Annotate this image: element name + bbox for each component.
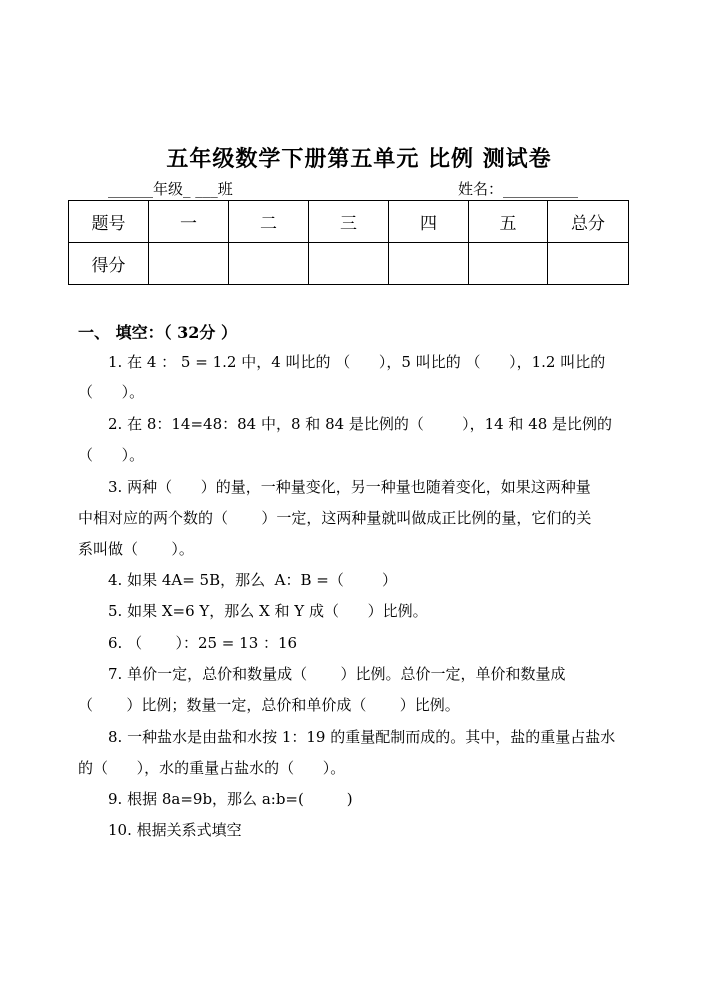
question-line: 9. 根据 8a=9b，那么 a:b=( ) bbox=[108, 790, 353, 808]
question-line: 5. 如果 X=6 Y，那么 X 和 Y 成（ ）比例。 bbox=[108, 602, 428, 620]
table-row bbox=[69, 201, 629, 243]
score-input-cell[interactable] bbox=[389, 243, 469, 285]
table-row bbox=[69, 243, 629, 285]
question-line: 4. 如果 4A= 5B，那么 A：B =（ ） bbox=[108, 571, 397, 589]
page-title: 五年级数学下册第五单元 比例 测试卷 bbox=[166, 146, 552, 172]
question-line: 1. 在 4 ： 5 = 1.2 中，4 叫比的 （ ），5 叫比的 （ ），1.2 叫比的 bbox=[108, 353, 606, 371]
score-input-cell[interactable] bbox=[149, 243, 229, 285]
question-line: 中相对应的两个数的（ ）一定，这两种量就叫做成正比例的量，它们的关 bbox=[78, 509, 592, 527]
name-line: 姓名：__________ bbox=[458, 180, 579, 198]
question-line: 系叫做（ ）。 bbox=[78, 540, 194, 558]
question-line: 的（ ），水的重量占盐水的（ ）。 bbox=[78, 759, 346, 777]
table-cell: 四 bbox=[389, 201, 469, 243]
question-line: 2. 在 8：14=48：84 中，8 和 84 是比例的（ ），14 和 48 是比例的 bbox=[108, 415, 613, 433]
table-cell: 总分 bbox=[548, 201, 629, 243]
section-title: 一、 填空：（ 32分 ） bbox=[78, 323, 237, 342]
grade-class-line: ______年级_ ___班 bbox=[108, 180, 233, 198]
score-input-cell[interactable] bbox=[469, 243, 548, 285]
question-line: （ ）。 bbox=[78, 383, 145, 401]
question-line: 10. 根据关系式填空 bbox=[108, 821, 242, 839]
score-input-cell[interactable] bbox=[309, 243, 389, 285]
question-line: 7. 单价一定，总价和数量成（ ）比例。总价一定，单价和数量成 bbox=[108, 665, 566, 683]
score-input-cell[interactable] bbox=[229, 243, 309, 285]
score-table bbox=[68, 200, 629, 285]
score-input-cell[interactable] bbox=[548, 243, 629, 285]
table-cell: 三 bbox=[309, 201, 389, 243]
question-line: （ ）比例；数量一定，总价和单价成（ ）比例。 bbox=[78, 696, 460, 714]
question-line: （ ）。 bbox=[78, 446, 145, 464]
table-cell: 题号 bbox=[69, 201, 149, 243]
question-line: 3. 两种（ ）的量，一种量变化，另一种量也随着变化，如果这两种量 bbox=[108, 478, 591, 496]
table-cell: 得分 bbox=[69, 243, 149, 285]
question-line: 8. 一种盐水是由盐和水按 1：19 的重量配制而成的。其中，盐的重量占盐水 bbox=[108, 728, 616, 746]
table-cell: 二 bbox=[229, 201, 309, 243]
table-cell: 五 bbox=[469, 201, 548, 243]
question-line: 6. （ ）：25 = 13 ：16 bbox=[108, 634, 298, 652]
table-cell: 一 bbox=[149, 201, 229, 243]
